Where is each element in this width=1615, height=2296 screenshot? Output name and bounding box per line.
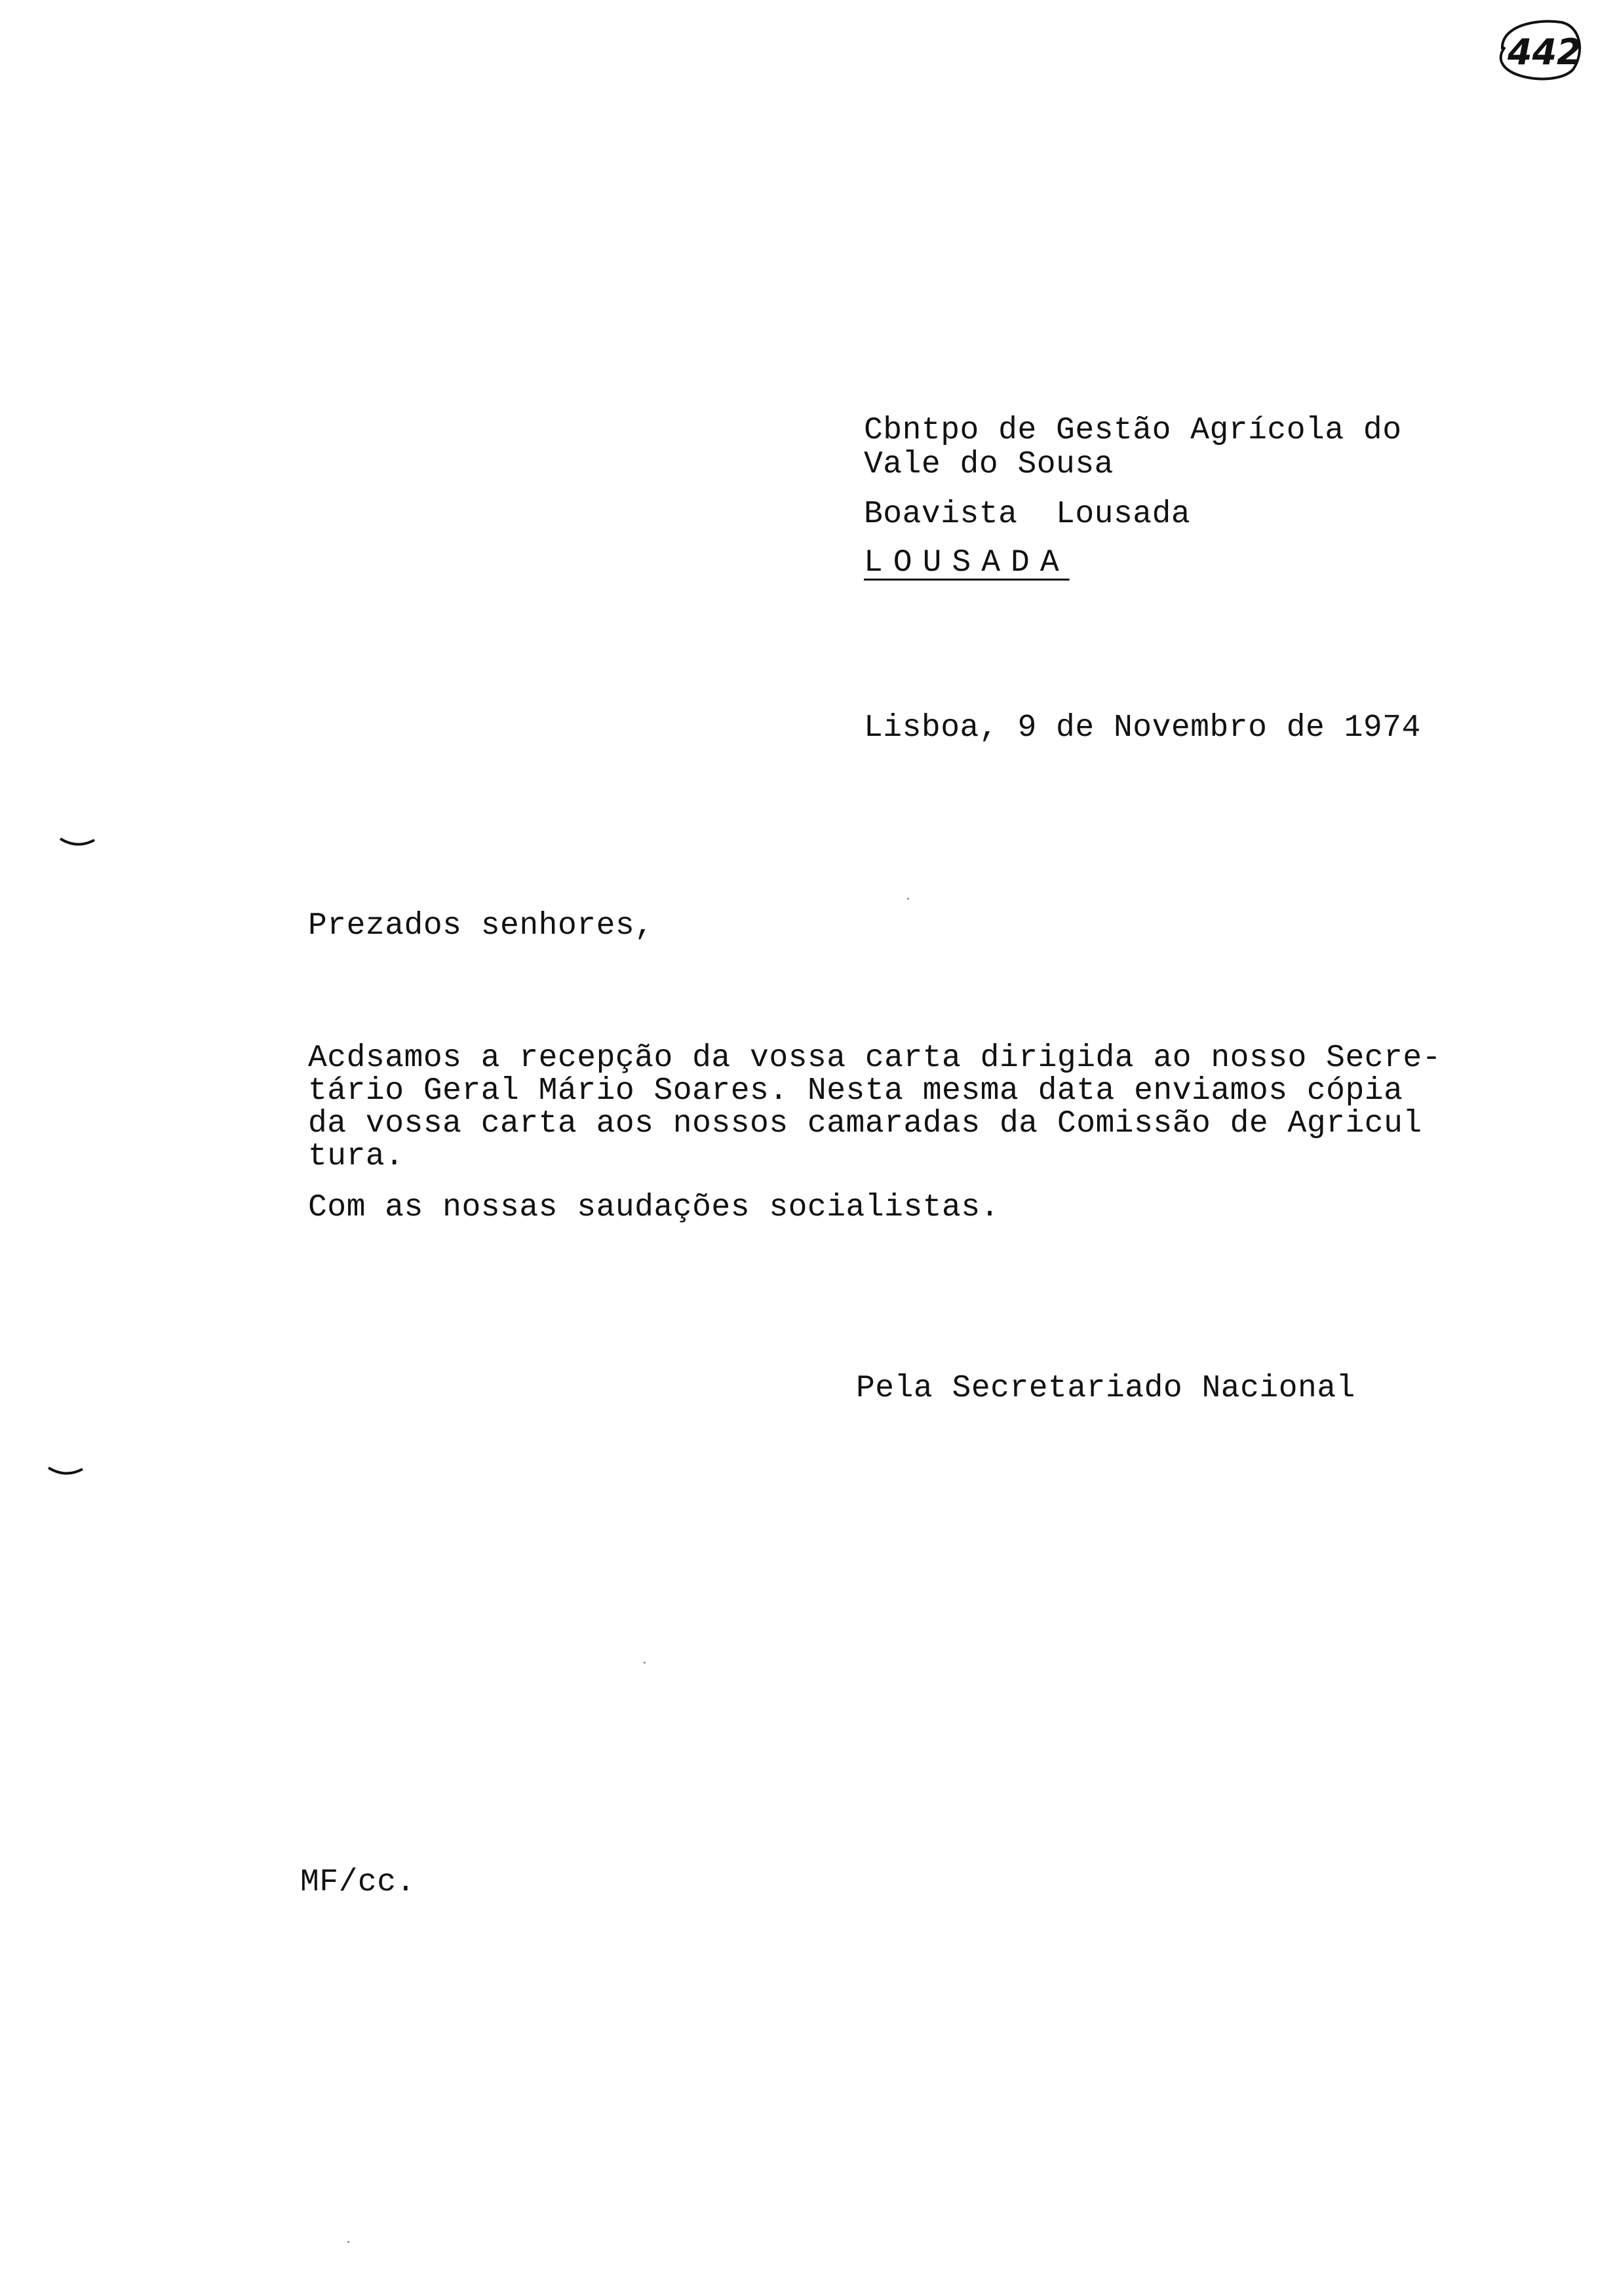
signature-line: Pela Secretariado Nacional	[856, 1371, 1355, 1406]
recipient-line-1: Cbntpo de Gestão Agrícola do	[864, 413, 1402, 448]
fold-mark-icon	[58, 833, 97, 853]
reference-initials: MF/cc.	[300, 1865, 416, 1900]
page-number-stamp	[1489, 13, 1587, 85]
recipient-line-2: Vale do Sousa	[864, 447, 1114, 482]
paper-speck	[347, 2241, 349, 2243]
recipient-city: LOUSADA	[864, 545, 1070, 581]
paper-speck	[644, 1662, 646, 1664]
page-number-text: 442	[1508, 31, 1582, 73]
paper-speck	[907, 898, 909, 900]
body-line-2: tário Geral Mário Soares. Nesta mesma data enviamos cópia	[308, 1073, 1403, 1109]
recipient-line-3: Boavista Lousada	[864, 497, 1191, 532]
fold-mark-icon	[46, 1463, 85, 1482]
circled-number-icon	[1489, 13, 1587, 85]
body-line-1: Acdsamos a recepção da vossa carta dirigida ao nosso Secre-	[308, 1041, 1441, 1076]
closing-line: Com as nossas saudações socialistas.	[308, 1190, 1000, 1225]
body-line-3: da vossa carta aos nossos camaradas da Comissão de Agricul	[308, 1106, 1422, 1141]
date-line: Lisboa, 9 de Novembro de 1974	[864, 710, 1421, 746]
body-line-4: tura.	[308, 1139, 404, 1174]
salutation: Prezados senhores,	[308, 908, 654, 944]
